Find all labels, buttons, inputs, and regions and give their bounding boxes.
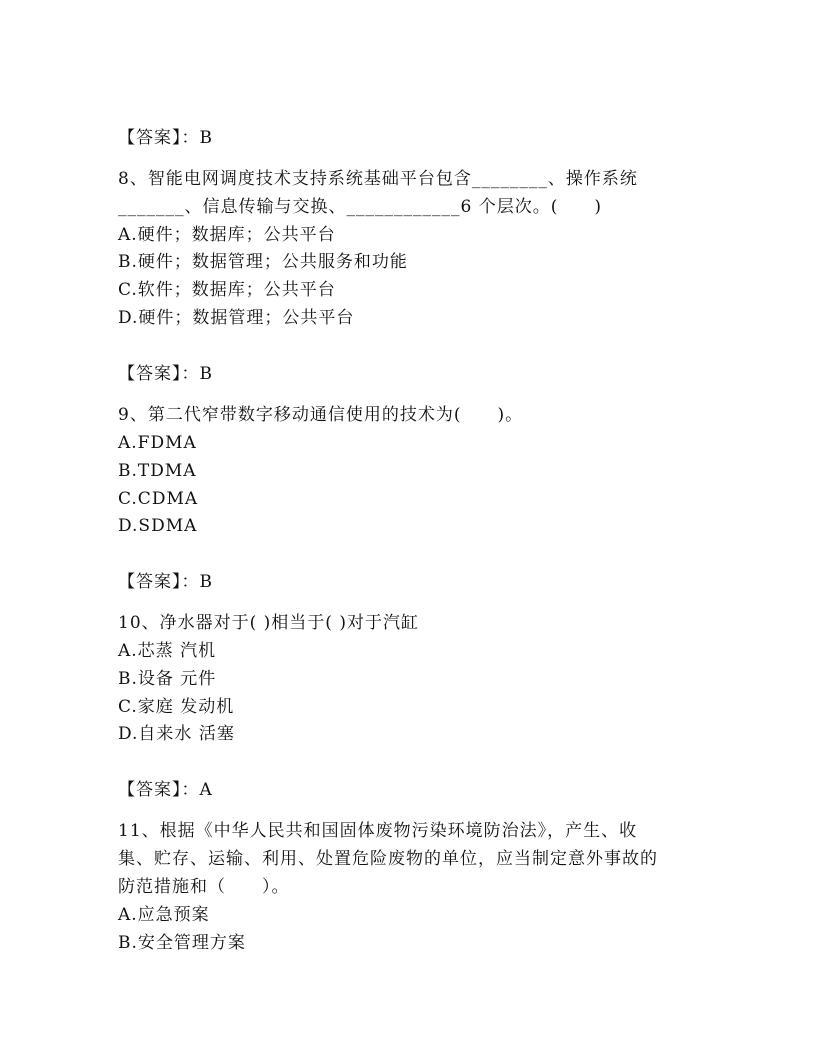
question-11-stem-line2: 集、贮存、运输、利用、处置危险废物的单位，应当制定意外事故的 [118,849,658,869]
question-9-option-d: D.SDMA [118,516,198,536]
question-10-stem: 10、净水器对于( )相当于( )对于汽缸 [118,613,419,633]
question-11-option-a: A.应急预案 [118,905,210,925]
question-9-option-a: A.FDMA [118,433,197,453]
question-10-option-b: B.设备 元件 [118,669,217,689]
question-8-stem-line1: 8、智能电网调度技术支持系统基础平台包含________、操作系统 [118,169,638,189]
question-8-option-c: C.软件；数据库；公共平台 [118,280,336,300]
question-8-option-a: A.硬件；数据库；公共平台 [118,225,336,245]
question-11-stem-line3: 防范措施和（ ）。 [118,877,290,897]
question-11-stem-line1: 11、根据《中华人民共和国固体废物污染环境防治法》，产生、收 [118,821,638,841]
question-8-option-d: D.硬件；数据管理；公共平台 [118,308,355,328]
question-10-option-c: C.家庭 发动机 [118,697,235,717]
question-10-option-d: D.自来水 活塞 [118,724,235,744]
question-10-option-a: A.芯蒸 汽机 [118,641,217,661]
question-9-option-c: C.CDMA [118,489,199,509]
question-8-stem-line2: _______、信息传输与交换、____________6 个层次。( ) [118,197,602,217]
answer-q7: 【答案】：B [118,128,213,148]
question-9-option-b: B.TDMA [118,461,197,481]
question-8-option-b: B.硬件；数据管理；公共服务和功能 [118,252,408,272]
answer-q9: 【答案】：B [118,572,213,592]
answer-q10: 【答案】：A [118,780,213,800]
answer-q8: 【答案】：B [118,364,213,384]
question-11-option-b: B.安全管理方案 [118,933,246,953]
question-9-stem: 9、第二代窄带数字移动通信使用的技术为( )。 [118,405,524,425]
